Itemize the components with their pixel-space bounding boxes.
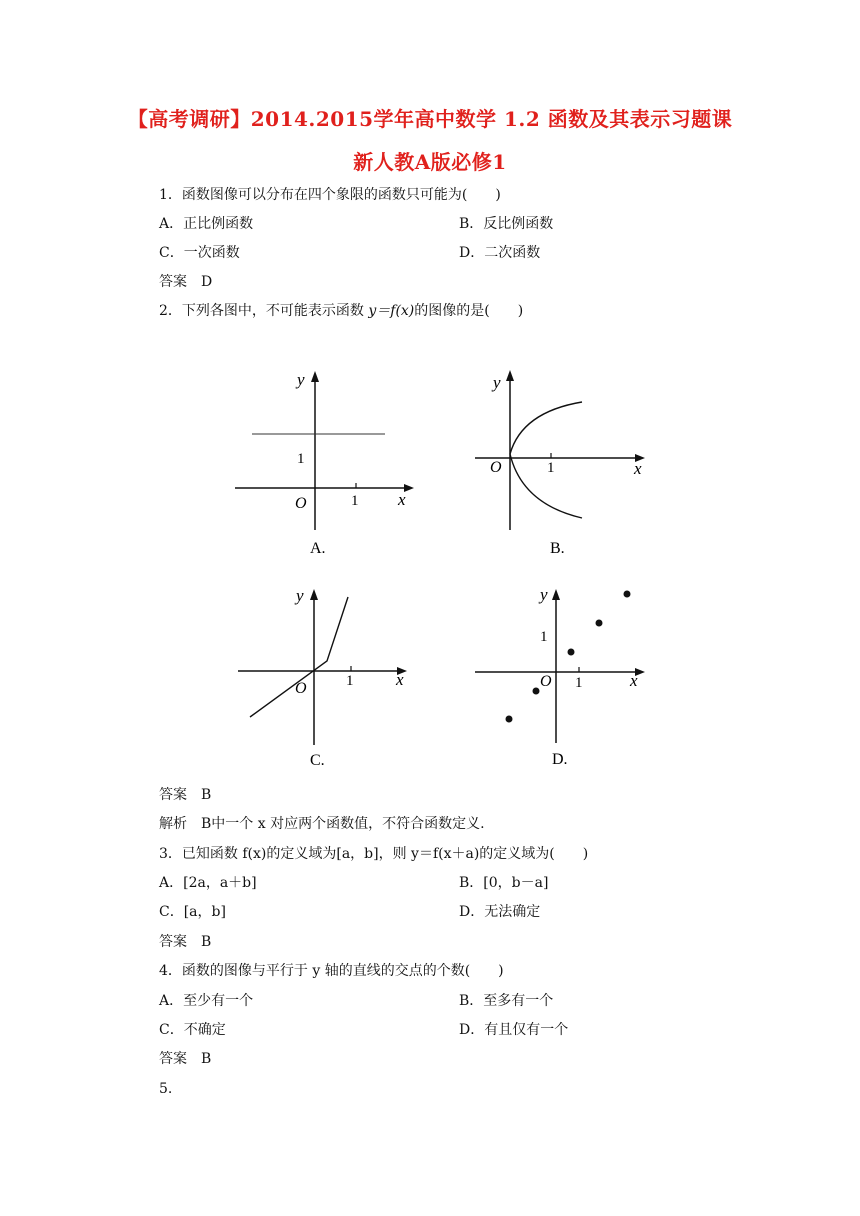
graph-d-point <box>624 591 631 598</box>
q2-stem <box>159 302 523 320</box>
q4-answer: 答案 B <box>159 1051 212 1067</box>
q1-option-d: D．二次函数 <box>459 245 541 261</box>
graph-b-x-label: x <box>634 459 642 478</box>
q1-stem: 1．函数图像可以分布在四个象限的函数只可能为( ) <box>159 187 501 203</box>
graph-b <box>470 368 660 560</box>
graph-a-tick-x-label: 1 <box>351 493 359 509</box>
document-title-line2: 新人教A版必修1 <box>353 150 507 174</box>
graph-d <box>470 583 660 773</box>
q4-option-b: B．至多有一个 <box>459 993 554 1009</box>
graph-d-tick-x-label: 1 <box>575 675 583 691</box>
graph-a-origin-label: O <box>295 495 307 512</box>
q2-stem-fx: y＝f(x) <box>368 303 415 319</box>
q1-option-c: C．一次函数 <box>159 245 240 261</box>
q1-option-b: B．反比例函数 <box>459 216 554 232</box>
q3-option-b: B．[0，b－a] <box>459 875 549 891</box>
graph-c <box>230 583 420 773</box>
q2-answer: 答案 B <box>159 787 212 803</box>
graph-a-caption: A. <box>310 540 326 557</box>
q4-stem: 4．函数的图像与平行于 y 轴的直线的交点的个数( ) <box>159 963 504 979</box>
document-title-line1: 【高考调研】2014.2015学年高中数学 1.2 函数及其表示习题课 <box>127 107 733 131</box>
graph-d-point <box>533 688 540 695</box>
q3-option-a: A．[2a，a＋b] <box>159 875 257 891</box>
graph-c-tick-x-label: 1 <box>346 673 354 689</box>
q1-option-a: A．正比例函数 <box>159 216 254 232</box>
graph-c-origin-label: O <box>295 680 307 697</box>
graph-d-point <box>596 620 603 627</box>
graph-a-tick-y-label: 1 <box>297 451 305 467</box>
graph-d-origin-label: O <box>540 673 552 690</box>
q3-stem: 3．已知函数 f(x)的定义域为[a，b]，则 y＝f(x＋a)的定义域为( ) <box>159 846 589 862</box>
graph-b-y-label: y <box>493 373 501 392</box>
q2-analysis: 解析 B中一个 x 对应两个函数值，不符合函数定义. <box>159 816 485 832</box>
q3-option-d: D．无法确定 <box>459 904 541 920</box>
graph-c-x-label: x <box>396 670 404 689</box>
q4-option-c: C．不确定 <box>159 1022 226 1038</box>
graph-d-y-label: y <box>540 585 548 604</box>
graph-c-y-label: y <box>296 586 304 605</box>
q2-stem-suffix: 的图像的是( ) <box>414 303 524 319</box>
graph-d-point <box>506 716 513 723</box>
graph-c-polyline <box>250 597 348 717</box>
graph-d-point <box>568 649 575 656</box>
graph-b-origin-label: O <box>490 459 502 476</box>
graph-d-caption: D. <box>552 751 568 768</box>
graph-b-tick-x-label: 1 <box>547 460 555 476</box>
graph-c-y-arrow <box>310 589 318 600</box>
q3-answer: 答案 B <box>159 934 212 950</box>
q4-option-a: A．至少有一个 <box>159 993 254 1009</box>
graph-a-y-label: y <box>297 370 305 389</box>
graph-b-caption: B. <box>550 540 565 557</box>
graph-b-y-arrow <box>506 370 514 381</box>
q5-stem: 5. <box>159 1081 173 1097</box>
graph-c-caption: C. <box>310 752 325 769</box>
graph-d-tick-y-label: 1 <box>540 629 548 645</box>
graph-a-x-label: x <box>398 490 406 509</box>
graph-d-x-label: x <box>630 671 638 690</box>
q2-stem-prefix: 2．下列各图中，不可能表示函数 <box>159 303 369 319</box>
q4-option-d: D．有且仅有一个 <box>459 1022 569 1038</box>
graph-b-parabola-curve <box>510 402 582 518</box>
q1-answer: 答案 D <box>159 274 213 290</box>
graph-a <box>230 365 420 560</box>
graph-d-y-arrow <box>552 589 560 600</box>
q3-option-c: C．[a，b] <box>159 904 226 920</box>
graph-a-y-arrow <box>311 371 319 382</box>
